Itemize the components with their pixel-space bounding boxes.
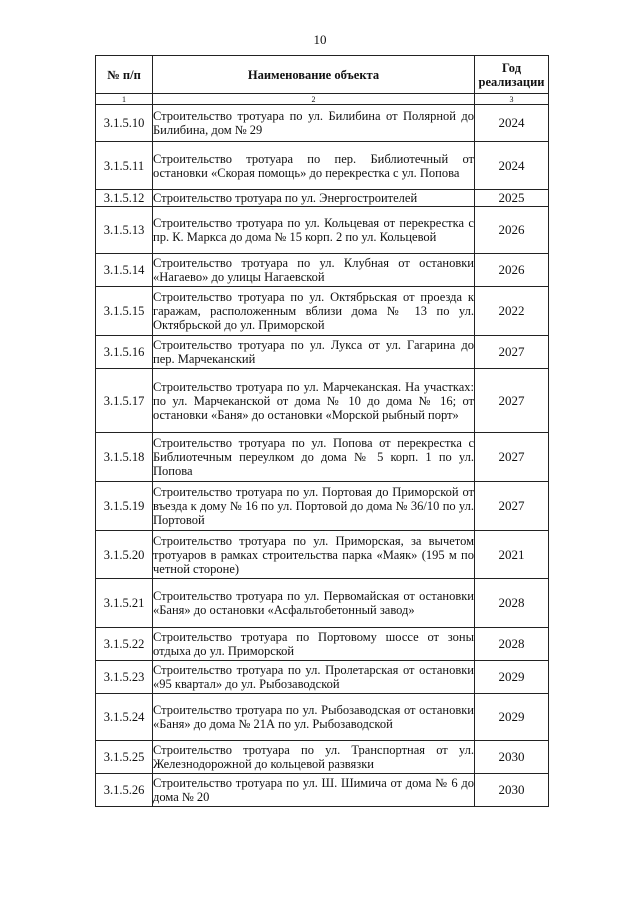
table-row xyxy=(96,207,549,254)
object-name: Строительство тротуара по ул. Лукса от ул. Гагарина до пер. Марчеканский xyxy=(153,336,475,369)
object-name: Строительство тротуара по ул. Билибина от Полярной до Билибина, дом № 29 xyxy=(153,105,475,142)
column-index-row xyxy=(96,94,549,105)
row-number: 3.1.5.17 xyxy=(96,369,153,433)
table-row xyxy=(96,105,549,142)
column-header-name: Наименование объекта xyxy=(153,56,475,94)
table-row xyxy=(96,433,549,482)
column-header-number: № п/п xyxy=(96,56,153,94)
realization-year: 2026 xyxy=(475,254,549,287)
column-index: 2 xyxy=(153,94,475,105)
table-row xyxy=(96,661,549,694)
table-header-row xyxy=(96,56,549,94)
realization-year: 2027 xyxy=(475,482,549,531)
row-number: 3.1.5.15 xyxy=(96,287,153,336)
realization-year: 2028 xyxy=(475,579,549,628)
object-name: Строительство тротуара по Портовому шоссе от зоны отдыха до ул. Приморской xyxy=(153,628,475,661)
projects-table xyxy=(95,55,549,807)
row-number: 3.1.5.20 xyxy=(96,531,153,579)
object-name: Строительство тротуара по ул. Попова от перекрестка с Библиотечным переулком до дома № 5 корп. 1 по ул. Попова xyxy=(153,433,475,482)
realization-year: 2025 xyxy=(475,190,549,207)
table-row xyxy=(96,482,549,531)
object-name: Строительство тротуара по пер. Библиотечный от остановки «Скорая помощь» до перекрестка с ул. Попова xyxy=(153,142,475,190)
table-row xyxy=(96,579,549,628)
realization-year: 2029 xyxy=(475,694,549,741)
page-number: 10 xyxy=(313,32,327,47)
row-number: 3.1.5.25 xyxy=(96,741,153,774)
object-name: Строительство тротуара по ул. Портовая до Приморской от въезда к дому № 16 по ул. Портовой до дома № 36/10 по ул. Портовой xyxy=(153,482,475,531)
table-row xyxy=(96,694,549,741)
row-number: 3.1.5.26 xyxy=(96,774,153,807)
table-row xyxy=(96,336,549,369)
column-header-year: Год реализации xyxy=(475,56,549,94)
row-number: 3.1.5.24 xyxy=(96,694,153,741)
row-number: 3.1.5.13 xyxy=(96,207,153,254)
table-row xyxy=(96,287,549,336)
realization-year: 2021 xyxy=(475,531,549,579)
row-number: 3.1.5.12 xyxy=(96,190,153,207)
row-number: 3.1.5.23 xyxy=(96,661,153,694)
table-row xyxy=(96,254,549,287)
realization-year: 2027 xyxy=(475,433,549,482)
table-row xyxy=(96,369,549,433)
object-name: Строительство тротуара по ул. Ш. Шимича от дома № 6 до дома № 20 xyxy=(153,774,475,807)
realization-year: 2022 xyxy=(475,287,549,336)
object-name: Строительство тротуара по ул. Первомайская от остановки «Баня» до остановки «Асфальтобетонный завод» xyxy=(153,579,475,628)
row-number: 3.1.5.18 xyxy=(96,433,153,482)
row-number: 3.1.5.10 xyxy=(96,105,153,142)
realization-year: 2030 xyxy=(475,774,549,807)
object-name: Строительство тротуара по ул. Рыбозаводская от остановки «Баня» до дома № 21А по ул. Рыбозаводской xyxy=(153,694,475,741)
column-index: 3 xyxy=(475,94,549,105)
table-row xyxy=(96,190,549,207)
object-name: Строительство тротуара по ул. Марчеканская. На участках: по ул. Марчеканской от дома № 10 до дома № 16; от остановки «Баня» до остановки «Морской рыбный порт» xyxy=(153,369,475,433)
realization-year: 2028 xyxy=(475,628,549,661)
realization-year: 2027 xyxy=(475,336,549,369)
object-name: Строительство тротуара по ул. Октябрьская от проезда к гаражам, расположенным вблизи дома № 13 по ул. Октябрьской до ул. Приморской xyxy=(153,287,475,336)
realization-year: 2026 xyxy=(475,207,549,254)
object-name: Строительство тротуара по ул. Клубная от остановки «Нагаево» до улицы Нагаевской xyxy=(153,254,475,287)
realization-year: 2027 xyxy=(475,369,549,433)
object-name: Строительство тротуара по ул. Пролетарская от остановки «95 квартал» до ул. Рыбозаводской xyxy=(153,661,475,694)
table-row xyxy=(96,142,549,190)
table-row xyxy=(96,774,549,807)
object-name: Строительство тротуара по ул. Энергостроителей xyxy=(153,190,475,207)
realization-year: 2024 xyxy=(475,142,549,190)
row-number: 3.1.5.16 xyxy=(96,336,153,369)
object-name: Строительство тротуара по ул. Транспортная от ул. Железнодорожной до кольцевой развязки xyxy=(153,741,475,774)
row-number: 3.1.5.22 xyxy=(96,628,153,661)
table-row xyxy=(96,741,549,774)
row-number: 3.1.5.11 xyxy=(96,142,153,190)
realization-year: 2030 xyxy=(475,741,549,774)
row-number: 3.1.5.21 xyxy=(96,579,153,628)
row-number: 3.1.5.19 xyxy=(96,482,153,531)
row-number: 3.1.5.14 xyxy=(96,254,153,287)
realization-year: 2024 xyxy=(475,105,549,142)
table-row xyxy=(96,531,549,579)
realization-year: 2029 xyxy=(475,661,549,694)
object-name: Строительство тротуара по ул. Кольцевая от перекрестка с пр. К. Маркса до дома № 15 корп. 2 по ул. Кольцевой xyxy=(153,207,475,254)
table-row xyxy=(96,628,549,661)
object-name: Строительство тротуара по ул. Приморская, за вычетом тротуаров в рамках строительства парка «Маяк» (195 м по четной стороне) xyxy=(153,531,475,579)
column-index: 1 xyxy=(96,94,153,105)
